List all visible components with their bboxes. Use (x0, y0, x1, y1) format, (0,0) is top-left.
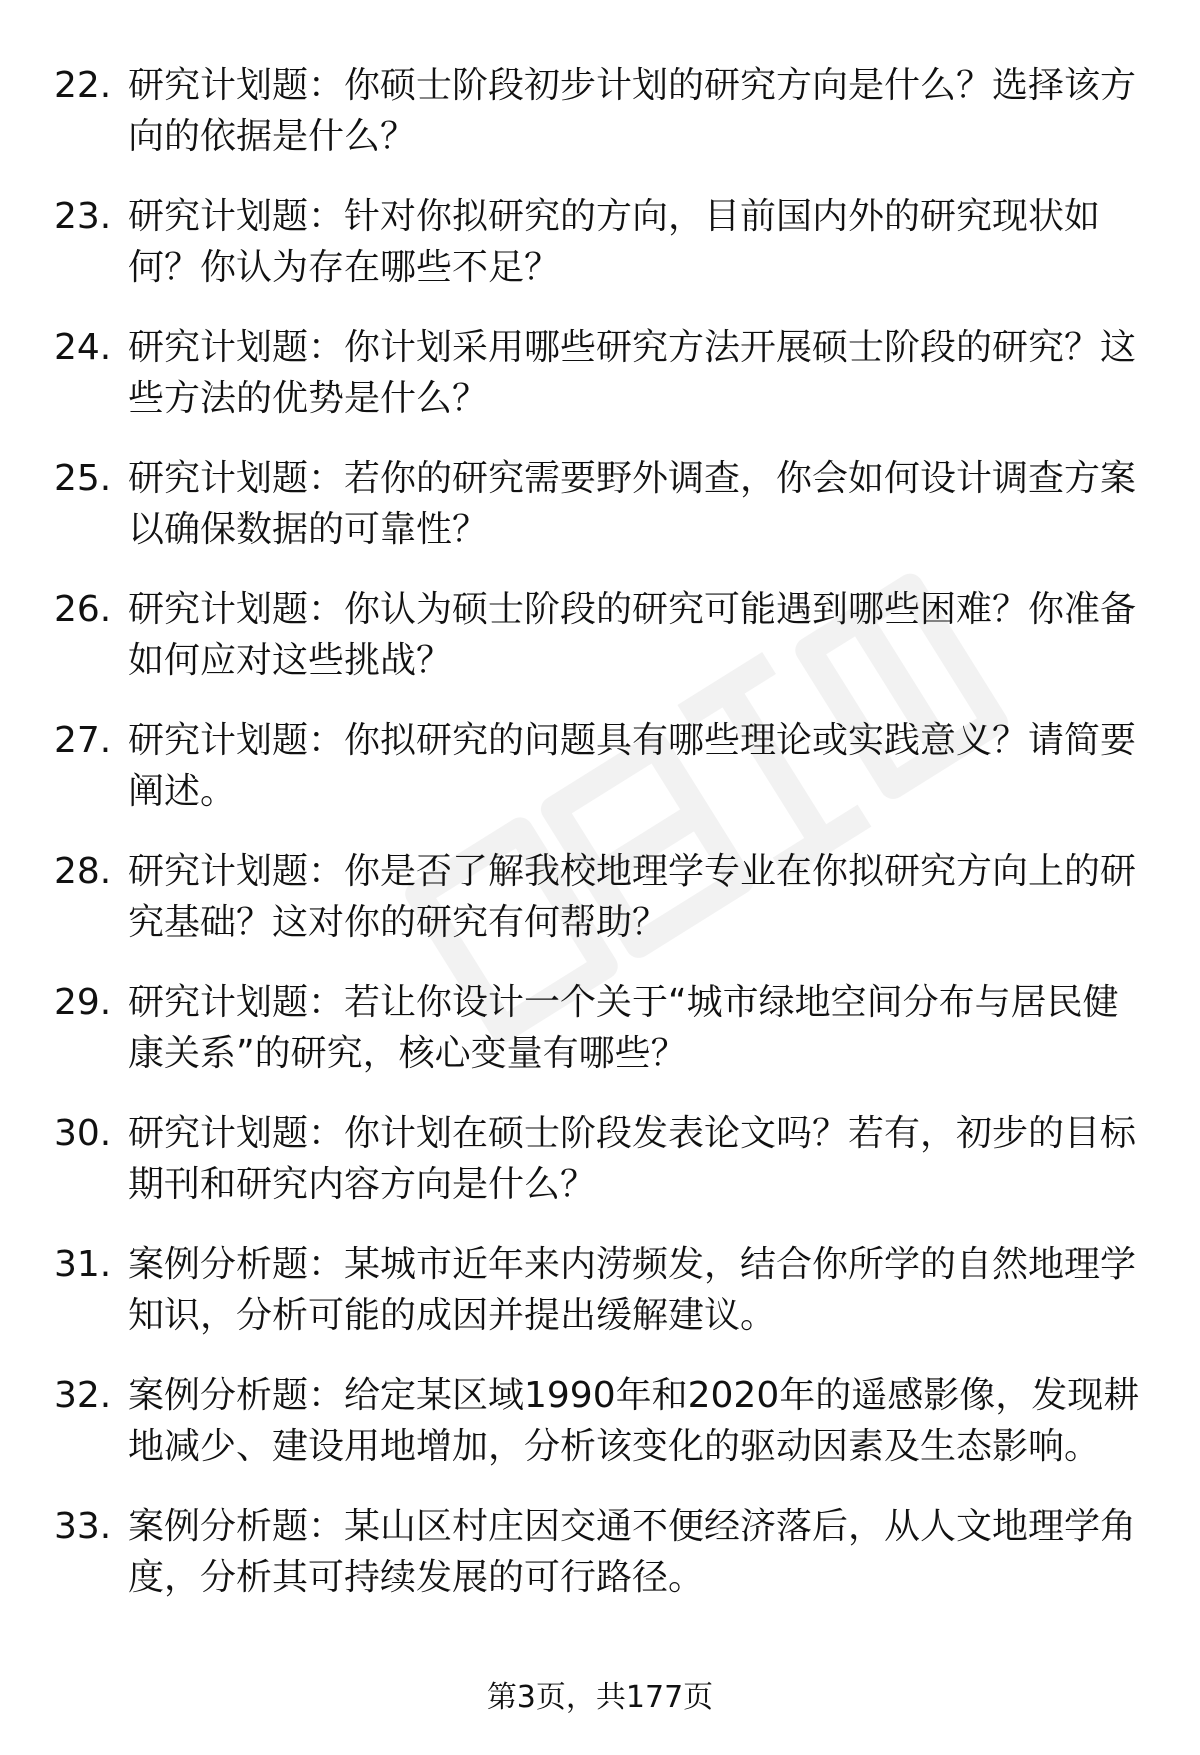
question-text: 案例分析题：某城市近年来内涝频发，结合你所学的自然地理学知识，分析可能的成因并提出缓解建议。 (128, 1244, 1137, 1336)
question-item (54, 1370, 1154, 1472)
question-list (54, 60, 1154, 1632)
question-item (54, 1239, 1154, 1341)
question-number: 28. (54, 851, 112, 892)
question-number: 30. (54, 1113, 112, 1154)
question-text: 研究计划题：你计划采用哪些研究方法开展硕士阶段的研究？这些方法的优势是什么？ (128, 327, 1137, 419)
question-text: 研究计划题：若你的研究需要野外调查，你会如何设计调查方案以确保数据的可靠性？ (128, 458, 1137, 550)
question-text: 研究计划题：若让你设计一个关于“城市绿地空间分布与居民健康关系”的研究，核心变量有哪些？ (128, 982, 1119, 1074)
question-text: 研究计划题：你硕士阶段初步计划的研究方向是什么？选择该方向的依据是什么？ (128, 65, 1137, 157)
question-item (54, 715, 1154, 817)
question-item (54, 846, 1154, 948)
question-number: 22. (54, 65, 112, 106)
question-number: 32. (54, 1375, 112, 1416)
question-number: 23. (54, 196, 112, 237)
question-text: 研究计划题：你认为硕士阶段的研究可能遇到哪些困难？你准备如何应对这些挑战？ (128, 589, 1137, 681)
page-footer: 第3页，共177页 (486, 1680, 714, 1715)
question-item (54, 60, 1154, 162)
question-item (54, 191, 1154, 293)
question-number: 24. (54, 327, 112, 368)
question-text: 案例分析题：给定某区域1990年和2020年的遥感影像，发现耕地减少、建设用地增加，分析该变化的驱动因素及生态影响。 (128, 1375, 1140, 1467)
question-number: 29. (54, 982, 112, 1023)
question-item (54, 977, 1154, 1079)
question-number: 31. (54, 1244, 112, 1285)
question-text: 研究计划题：你拟研究的问题具有哪些理论或实践意义？请简要阐述。 (128, 720, 1137, 812)
question-number: 33. (54, 1506, 112, 1547)
question-text: 研究计划题：你是否了解我校地理学专业在你拟研究方向上的研究基础？这对你的研究有何帮助？ (128, 851, 1137, 943)
question-item (54, 322, 1154, 424)
question-text: 研究计划题：针对你拟研究的方向，目前国内外的研究现状如何？你认为存在哪些不足？ (128, 196, 1101, 288)
question-text: 案例分析题：某山区村庄因交通不便经济落后，从人文地理学角度，分析其可持续发展的可行路径。 (128, 1506, 1137, 1598)
question-item (54, 1108, 1154, 1210)
question-item (54, 1501, 1154, 1603)
question-number: 25. (54, 458, 112, 499)
question-item (54, 584, 1154, 686)
question-text: 研究计划题：你计划在硕士阶段发表论文吗？若有，初步的目标期刊和研究内容方向是什么？ (128, 1113, 1137, 1205)
question-item (54, 453, 1154, 555)
question-number: 27. (54, 720, 112, 761)
question-number: 26. (54, 589, 112, 630)
